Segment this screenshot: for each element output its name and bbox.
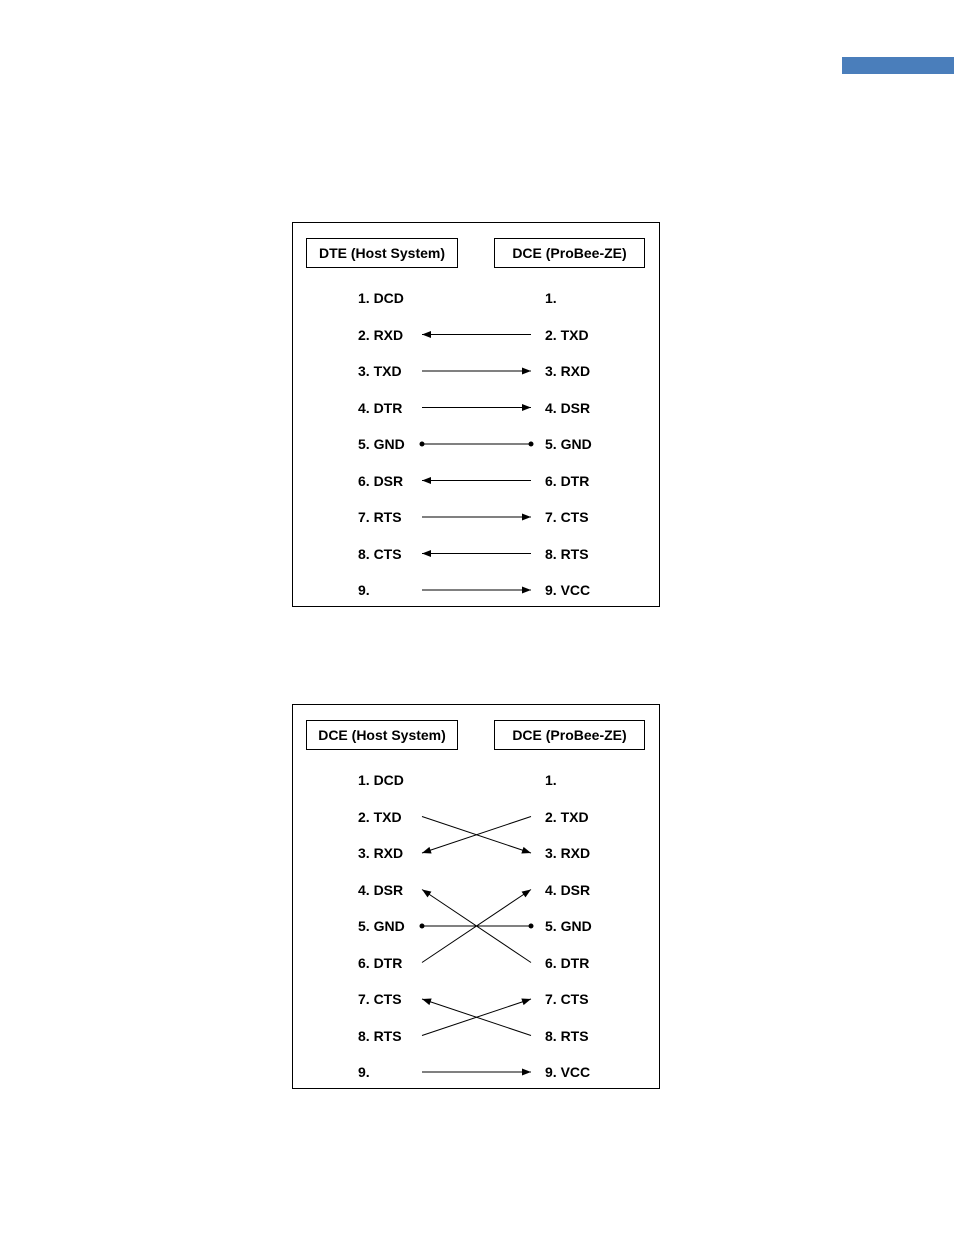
right-pin-label: 5. GND [545, 436, 592, 452]
wire-layer [293, 223, 659, 606]
signal-wire [420, 442, 534, 447]
left-pin-label: 3. RXD [358, 845, 404, 861]
left-pin-label: 4. DTR [358, 399, 403, 416]
right-pin-label: 7. CTS [545, 991, 589, 1007]
left-pin-label: 7. CTS [358, 991, 402, 1007]
left-header-label: DTE (Host System) [306, 238, 458, 268]
signal-wire [422, 1069, 531, 1076]
arrowhead [522, 368, 531, 375]
ground-dot [420, 924, 425, 929]
arrowhead [422, 999, 432, 1006]
arrowhead [522, 1069, 531, 1076]
left-pin-label: 2. RXD [358, 326, 404, 343]
arrowhead [422, 550, 431, 557]
arrowhead [521, 999, 531, 1006]
left-pin-label: 1. DCD [358, 290, 404, 306]
left-pin-label: 9. [358, 1064, 370, 1080]
left-pin-label: 4. DSR [358, 881, 404, 898]
wire-layer [293, 705, 659, 1088]
right-pin-label: 1. [545, 290, 557, 306]
signal-wire [422, 331, 531, 338]
arrowhead [522, 514, 531, 521]
arrowhead [422, 847, 432, 854]
right-pin-label: 6. DTR [545, 472, 590, 489]
ground-dot [420, 442, 425, 447]
left-pin-label: 3. TXD [358, 363, 402, 379]
right-pin-label: 3. RXD [545, 845, 591, 861]
dce-dce-wiring-diagram [292, 704, 660, 1089]
right-pin-label: 4. DSR [545, 399, 591, 416]
right-pin-label: 7. CTS [545, 509, 589, 525]
arrowhead [522, 890, 531, 898]
right-pin-label: 9. VCC [545, 582, 591, 598]
arrowhead [422, 331, 431, 338]
signal-wire [422, 404, 531, 411]
left-pin-label: 6. DTR [358, 954, 403, 971]
left-header-label: DCE (Host System) [306, 720, 458, 750]
dte-dce-wiring-diagram [292, 222, 660, 607]
arrowhead [422, 477, 431, 484]
left-pin-label: 6. DSR [358, 472, 404, 489]
left-pin-label: 2. TXD [358, 808, 402, 825]
left-pin-label: 1. DCD [358, 772, 404, 788]
left-pin-label: 5. GND [358, 918, 405, 934]
arrowhead [422, 890, 431, 898]
right-pin-label: 8. RTS [545, 1027, 589, 1044]
signal-wire [420, 924, 534, 929]
arrowhead [522, 587, 531, 594]
left-pin-label: 5. GND [358, 436, 405, 452]
right-header-label: DCE (ProBee-ZE) [494, 720, 645, 750]
right-pin-label: 2. TXD [545, 326, 589, 343]
header-accent-bar [842, 57, 954, 74]
right-pin-label: 8. RTS [545, 545, 589, 562]
ground-dot [529, 924, 534, 929]
signal-wire [422, 477, 531, 484]
right-pin-label: 6. DTR [545, 954, 590, 971]
signal-wire [422, 514, 531, 521]
right-pin-label: 4. DSR [545, 881, 591, 898]
left-pin-label: 7. RTS [358, 509, 402, 525]
signal-wire [422, 368, 531, 375]
right-pin-label: 5. GND [545, 918, 592, 934]
arrowhead [522, 404, 531, 411]
right-header-label: DCE (ProBee-ZE) [494, 238, 645, 268]
right-pin-label: 1. [545, 772, 557, 788]
right-pin-label: 2. TXD [545, 808, 589, 825]
left-pin-label: 8. RTS [358, 1027, 402, 1044]
signal-wire [422, 550, 531, 557]
signal-wire [422, 587, 531, 594]
left-pin-label: 9. [358, 582, 370, 598]
ground-dot [529, 442, 534, 447]
right-pin-label: 9. VCC [545, 1064, 591, 1080]
left-pin-label: 8. CTS [358, 545, 402, 562]
arrowhead [521, 847, 531, 854]
right-pin-label: 3. RXD [545, 363, 591, 379]
